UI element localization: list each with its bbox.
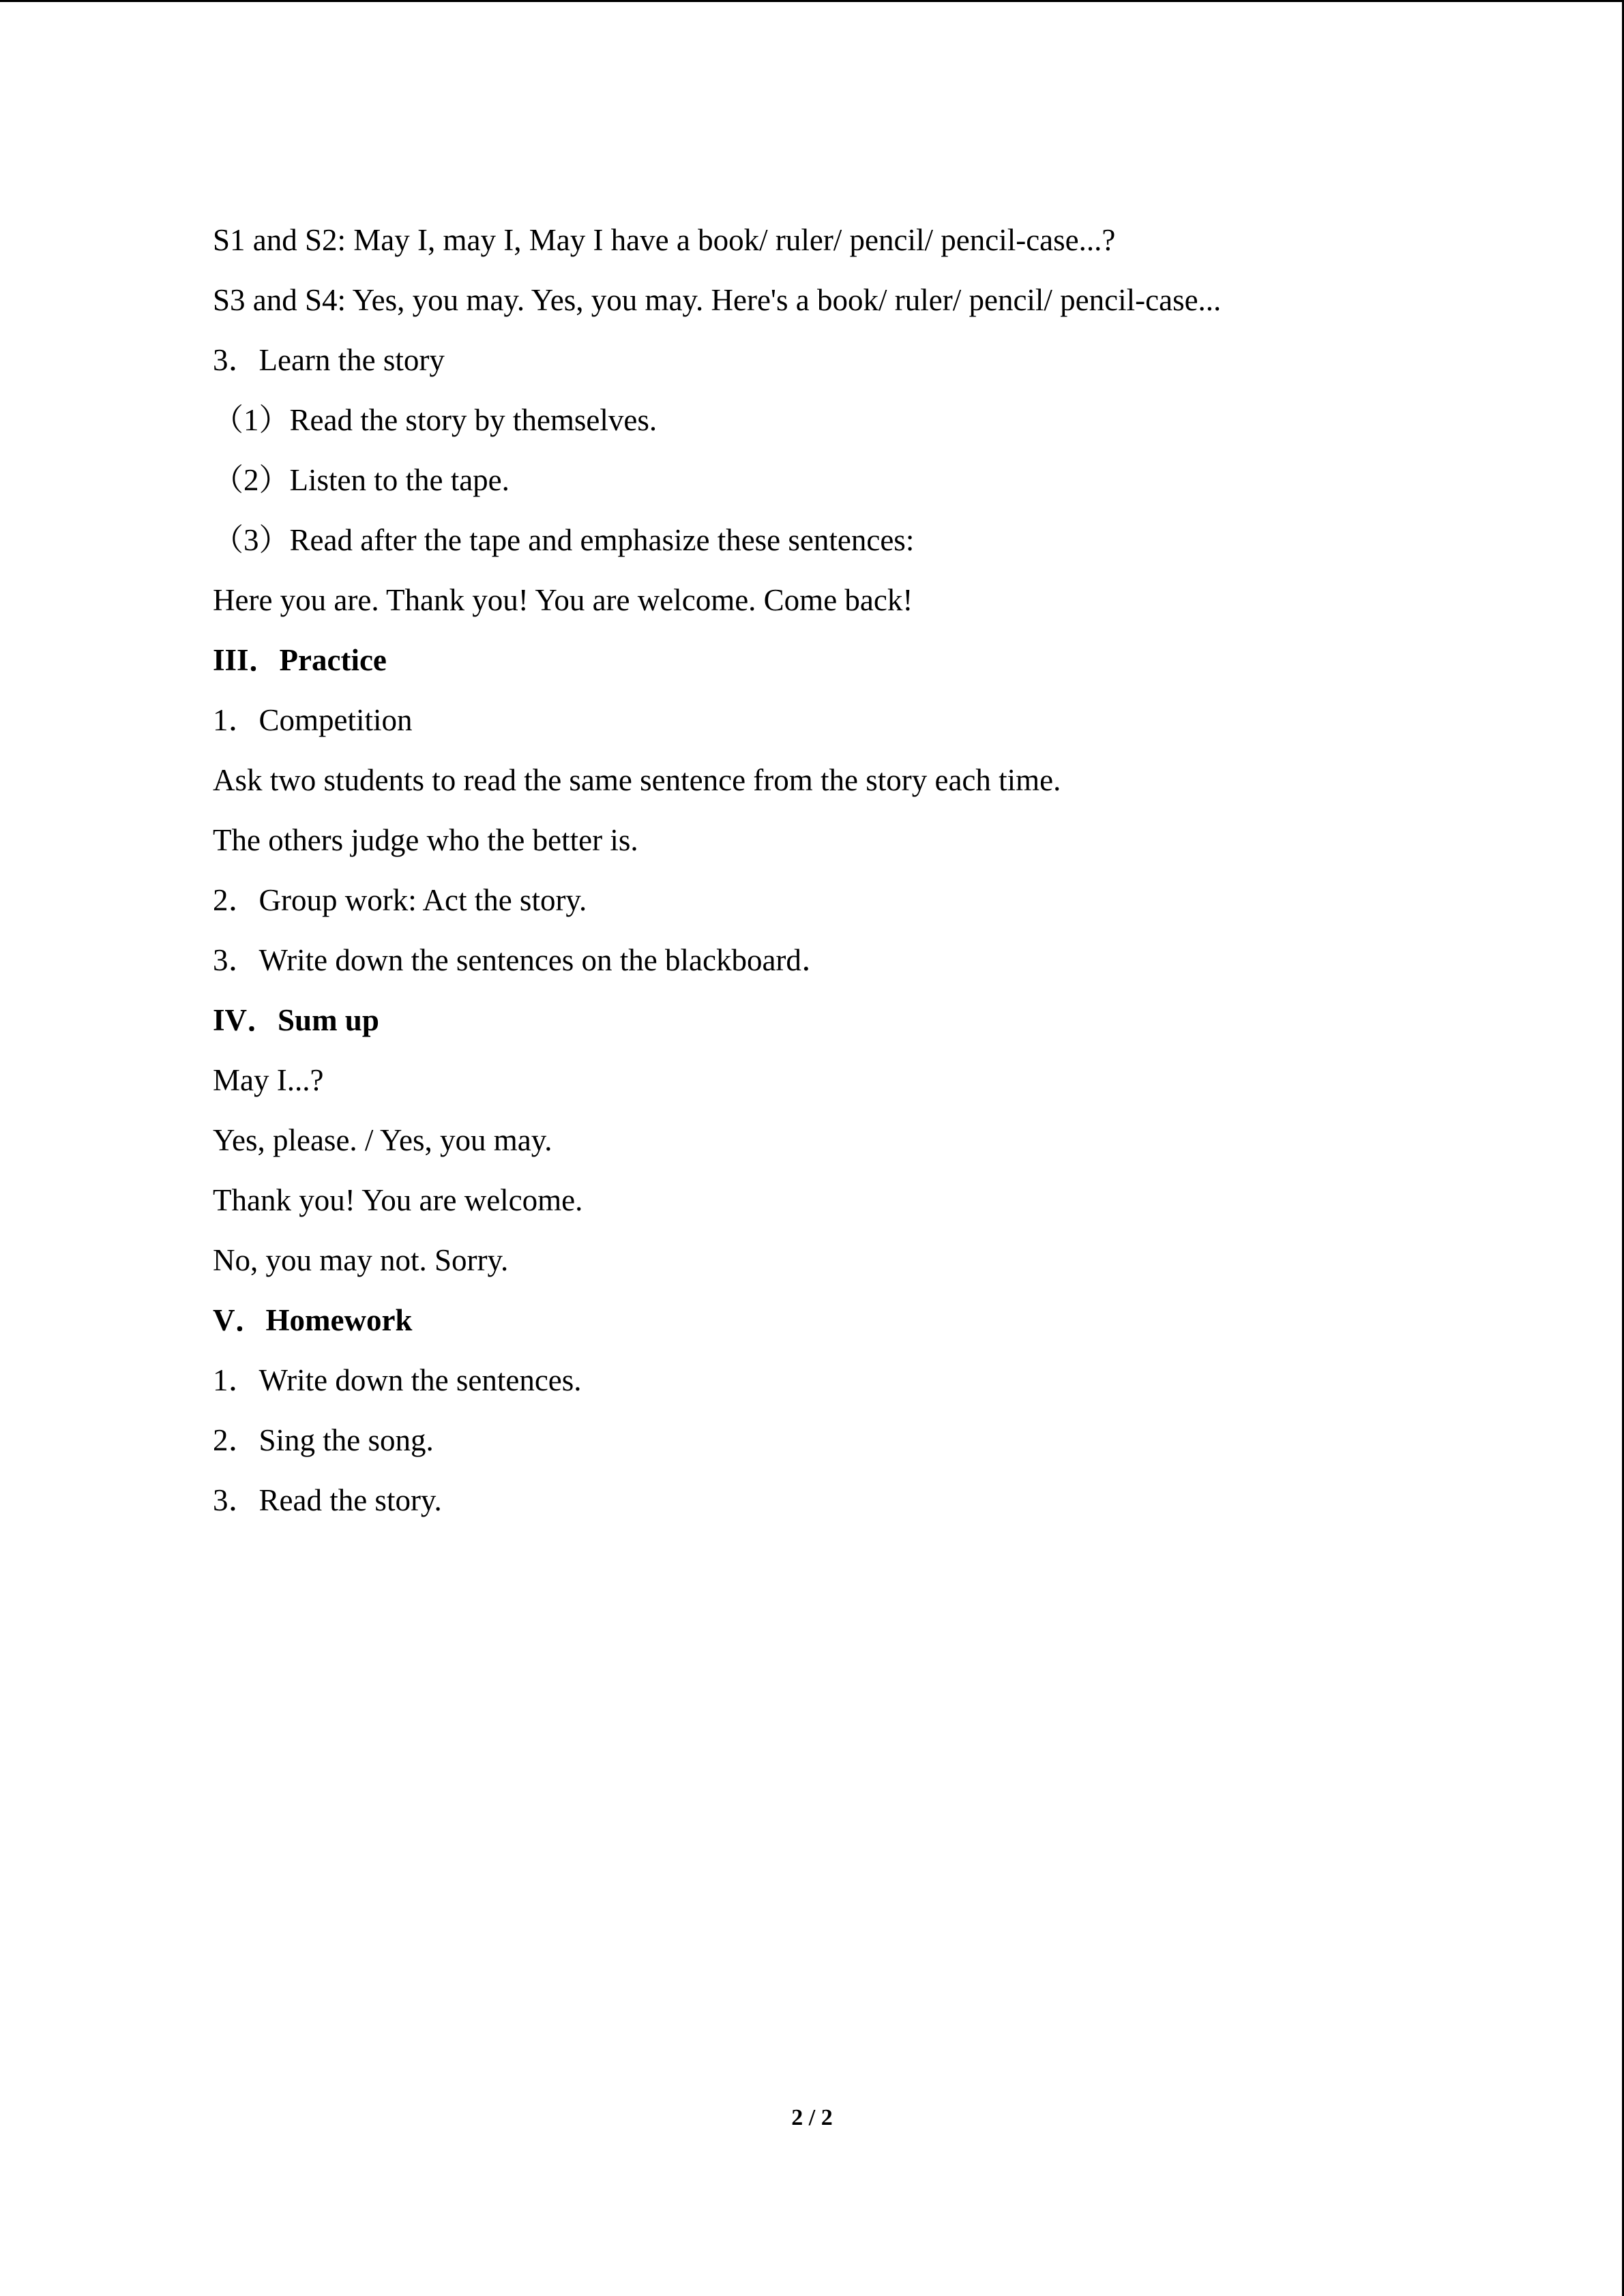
list-item: 2．Group work: Act the story. (213, 883, 587, 917)
section-heading-homework: V．Homework (213, 1303, 413, 1337)
text-line: Ask two students to read the same sentence from the story each time. (213, 763, 1061, 797)
text-line: S3 and S4: Yes, you may. Yes, you may. Here's a book/ ruler/ pencil/ pencil-case... (213, 283, 1222, 317)
text-line: S1 and S2: May I, may I, May I have a book/ ruler/ pencil/ pencil-case...? (213, 223, 1116, 257)
list-item: 1．Competition (213, 703, 413, 737)
text-line: Yes, please. / Yes, you may. (213, 1123, 552, 1157)
document-body (213, 213, 1509, 1534)
list-item: 3．Write down the sentences on the blackboard． (213, 943, 832, 977)
text-line: The others judge who the better is. (213, 823, 638, 857)
sub-list-item: （2）Listen to the tape. (213, 463, 510, 497)
section-heading-sum-up: IV．Sum up (213, 1003, 379, 1037)
page-number: 2 / 2 (791, 2105, 833, 2130)
list-item: 3．Read the story. (213, 1483, 442, 1517)
list-item: 3．Learn the story (213, 343, 445, 377)
sub-list-item: （3）Read after the tape and emphasize these sentences: (213, 523, 915, 557)
list-item: 1．Write down the sentences. (213, 1363, 582, 1397)
text-line: May I...? (213, 1063, 324, 1097)
text-line: No, you may not. Sorry. (213, 1243, 509, 1277)
section-heading-practice: III．Practice (213, 643, 387, 677)
text-line: Thank you! You are welcome. (213, 1183, 583, 1217)
text-line: Here you are. Thank you! You are welcome. Come back! (213, 583, 913, 617)
sub-list-item: （1）Read the story by themselves. (213, 403, 658, 437)
list-item: 2．Sing the song. (213, 1423, 434, 1457)
